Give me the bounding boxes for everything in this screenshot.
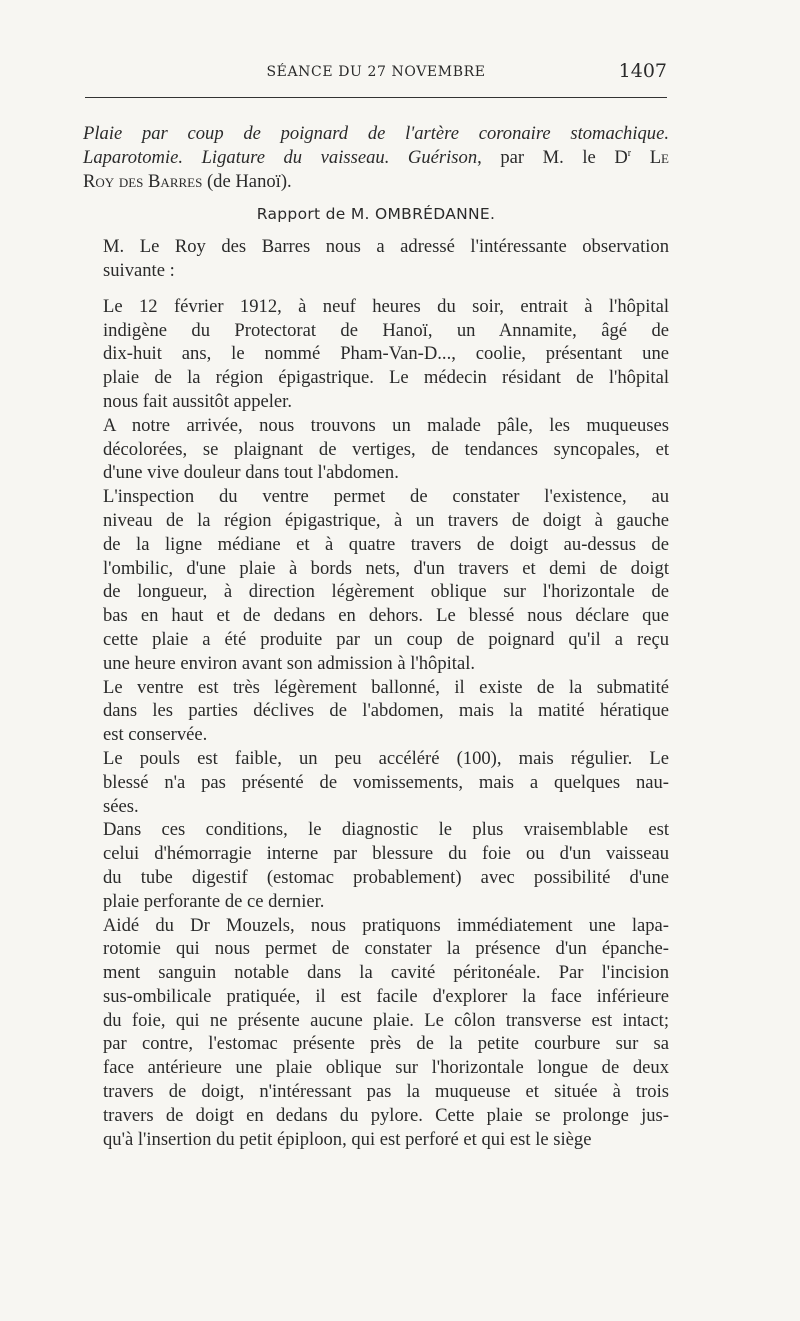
text-line: M. Le Roy des Barres nous a adressé l'intéressante observation bbox=[103, 236, 669, 258]
text-line: par contre, l'estomac présente près de la petite courbure sur sa bbox=[103, 1033, 669, 1055]
paragraph bbox=[83, 485, 669, 675]
paragraphs bbox=[83, 235, 669, 1151]
text-line: du tube digestif (estomac probablement) avec possibilité d'une bbox=[103, 866, 669, 888]
text-line: ment sanguin notable dans la cavité péritonéale. Par l'incision bbox=[103, 962, 669, 984]
text-line: nous fait aussitôt appeler. bbox=[103, 390, 292, 412]
title-italic-2: Laparotomie. Ligature du vaisseau. Guérison bbox=[83, 146, 478, 168]
title-line-3 bbox=[83, 170, 669, 194]
text-line: de la ligne médiane et à quatre travers de doigt au-dessus de bbox=[103, 533, 669, 555]
text-line: rotomie qui nous permet de constater la présence d'un épanche- bbox=[103, 938, 669, 960]
text-line: blessé n'a pas présenté de vomissements, mais a quelques nau- bbox=[103, 771, 669, 793]
text-line: décolorées, se plaignant de vertiges, de tendances syncopales, et bbox=[103, 438, 669, 460]
running-head: SÉANCE DU 27 NOVEMBRE bbox=[266, 64, 486, 80]
article-title bbox=[83, 122, 669, 193]
text-line: plaie de la région épigastrique. Le médecin résidant de l'hôpital bbox=[103, 367, 669, 389]
title-line-2 bbox=[83, 146, 669, 170]
title-author-1: Le bbox=[631, 146, 669, 168]
text-line: une heure environ avant son admission à l'hôpital. bbox=[103, 652, 476, 674]
title-dr-superscript: r bbox=[627, 147, 632, 159]
text-line: travers de doigt, n'intéressant pas la muqueuse et située à trois bbox=[103, 1081, 669, 1103]
title-line-1 bbox=[83, 122, 669, 146]
text-line: cette plaie a été produite par un coup de poignard qu'il a reçu bbox=[103, 628, 669, 650]
text-line: l'ombilic, d'une plaie à bords nets, d'un travers et demi de doigt bbox=[103, 557, 669, 579]
text-line: A notre arrivée, nous trouvons un malade pâle, les muqueuses bbox=[103, 414, 669, 436]
text-line: d'une vive douleur dans tout l'abdomen. bbox=[103, 462, 399, 484]
text-line: travers de doigt en dedans du pylore. Cette plaie se prolonge jus- bbox=[103, 1104, 669, 1126]
text-line: dix-huit ans, le nommé Pham-Van-D..., coolie, présentant une bbox=[103, 343, 669, 365]
text-line: du foie, qui ne présente aucune plaie. Le côlon transverse est intact; bbox=[103, 1009, 669, 1031]
text-line: est conservée. bbox=[103, 724, 208, 746]
text-line: indigène du Protectorat de Hanoï, un Annamite, âgé de bbox=[103, 319, 669, 341]
text-line: qu'à l'insertion du petit épiploon, qui est perforé et qui est le siège bbox=[103, 1128, 592, 1150]
page-number: 1407 bbox=[618, 60, 667, 82]
header-rule bbox=[85, 97, 667, 98]
paragraph bbox=[83, 818, 669, 913]
paragraph bbox=[83, 414, 669, 485]
article-body bbox=[83, 122, 669, 1151]
text-line: niveau de la région épigastrique, à un travers de doigt à gauche bbox=[103, 509, 669, 531]
text-line: Dans ces conditions, le diagnostic le plus vraisemblable est bbox=[103, 819, 669, 841]
paragraph bbox=[83, 747, 669, 818]
text-line: plaie perforante de ce dernier. bbox=[103, 890, 325, 912]
paragraph bbox=[83, 676, 669, 747]
text-line: Le 12 février 1912, à neuf heures du soir, entrait à l'hôpital bbox=[103, 295, 669, 317]
text-line: sus-ombilicale pratiquée, il est facile d'explorer la face inférieure bbox=[103, 985, 669, 1007]
paragraph bbox=[83, 295, 669, 414]
text-line: sées. bbox=[103, 795, 139, 817]
text-line: Le ventre est très légèrement ballonné, il existe de la submatité bbox=[103, 676, 669, 698]
text-line: dans les parties déclives de l'abdomen, mais la matité hératique bbox=[103, 700, 669, 722]
title-place: (de Hanoï). bbox=[202, 170, 292, 192]
title-by: , par M. le D bbox=[477, 146, 628, 168]
text-line: Le pouls est faible, un peu accéléré (100), mais régulier. Le bbox=[103, 747, 669, 769]
text-line: celui d'hémorragie interne par blessure du foie ou d'un vaisseau bbox=[103, 843, 669, 865]
text-line: de longueur, à direction légèrement oblique sur l'horizontale de bbox=[103, 581, 669, 603]
text-line: L'inspection du ventre permet de constater l'existence, au bbox=[103, 486, 669, 508]
text-line: face antérieure une plaie oblique sur l'horizontale longue de deux bbox=[103, 1057, 669, 1079]
paragraph bbox=[83, 235, 669, 283]
title-author-2: Roy des Barres bbox=[83, 170, 203, 192]
page-header bbox=[85, 58, 667, 88]
rapport-heading: Rapport de M. OMBRÉDANNE. bbox=[256, 205, 496, 224]
paragraph bbox=[83, 914, 669, 1152]
text-line: Aidé du Dr Mouzels, nous pratiquons immédiatement une lapa- bbox=[103, 914, 669, 936]
title-italic-1: Plaie par coup de poignard de l'artère coronaire stomachique. bbox=[83, 123, 669, 144]
text-line: suivante : bbox=[103, 259, 175, 281]
text-line: bas en haut et de dedans en dehors. Le blessé nous déclare que bbox=[103, 605, 669, 627]
